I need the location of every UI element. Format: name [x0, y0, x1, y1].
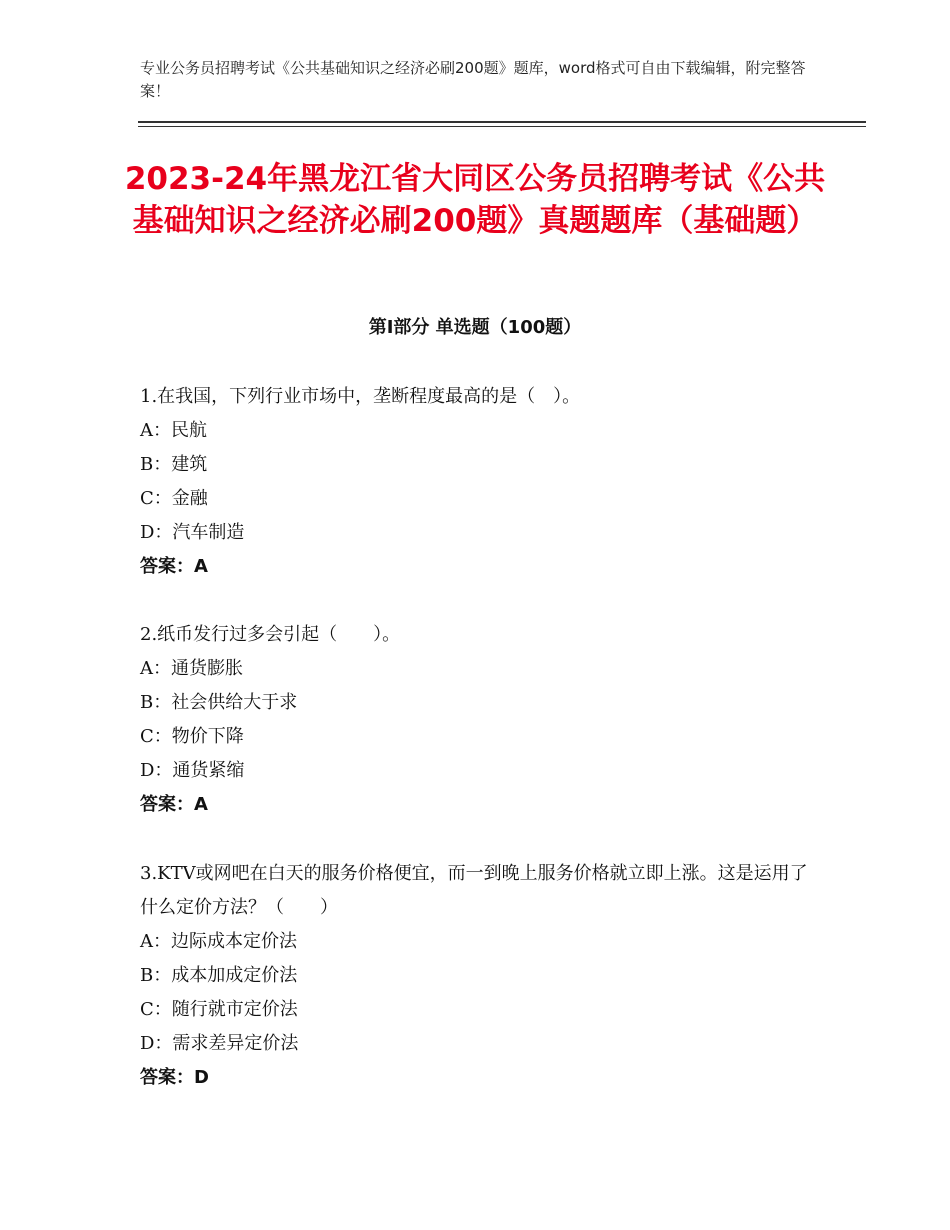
question-1: [140, 380, 820, 584]
option-d: D：需求差异定价法: [140, 1033, 299, 1054]
option-c: C：物价下降: [140, 726, 244, 747]
question-stem: 2.纸币发行过多会引起（ ）。: [140, 624, 401, 645]
answer: 答案：A: [140, 556, 208, 577]
option-c: C：金融: [140, 488, 208, 509]
header-note: 专业公务员招聘考试《公共基础知识之经济必刷200题》题库，word格式可自由下载编辑，附完整答案！: [140, 59, 806, 100]
question-2: [140, 618, 820, 822]
question-stem: 3.KTV或网吧在白天的服务价格便宜，而一到晚上服务价格就立即上涨。这是运用了什么定价方法？（ ）: [140, 863, 808, 918]
option-b: B：成本加成定价法: [140, 965, 298, 986]
question-stem: 1.在我国，下列行业市场中，垄断程度最高的是（ ）。: [140, 386, 581, 407]
option-a: A：通货膨胀: [140, 658, 243, 679]
header-rule-thin: [138, 126, 866, 127]
option-b: B：社会供给大于求: [140, 692, 298, 713]
answer: 答案：D: [140, 1067, 209, 1088]
document-title: 2023-24年黑龙江省大同区公务员招聘考试《公共基础知识之经济必刷200题》真题题库（基础题）: [124, 161, 826, 239]
option-a: A：边际成本定价法: [140, 931, 297, 952]
option-c: C：随行就市定价法: [140, 999, 298, 1020]
header-rule-thick: [138, 121, 866, 123]
answer: 答案：A: [140, 794, 208, 815]
section-title: 第Ⅰ部分 单选题（100题）: [368, 317, 582, 338]
option-b: B：建筑: [140, 454, 208, 475]
option-d: D：通货紧缩: [140, 760, 245, 781]
option-d: D：汽车制造: [140, 522, 245, 543]
option-a: A：民航: [140, 420, 207, 441]
question-3: [140, 857, 820, 1095]
